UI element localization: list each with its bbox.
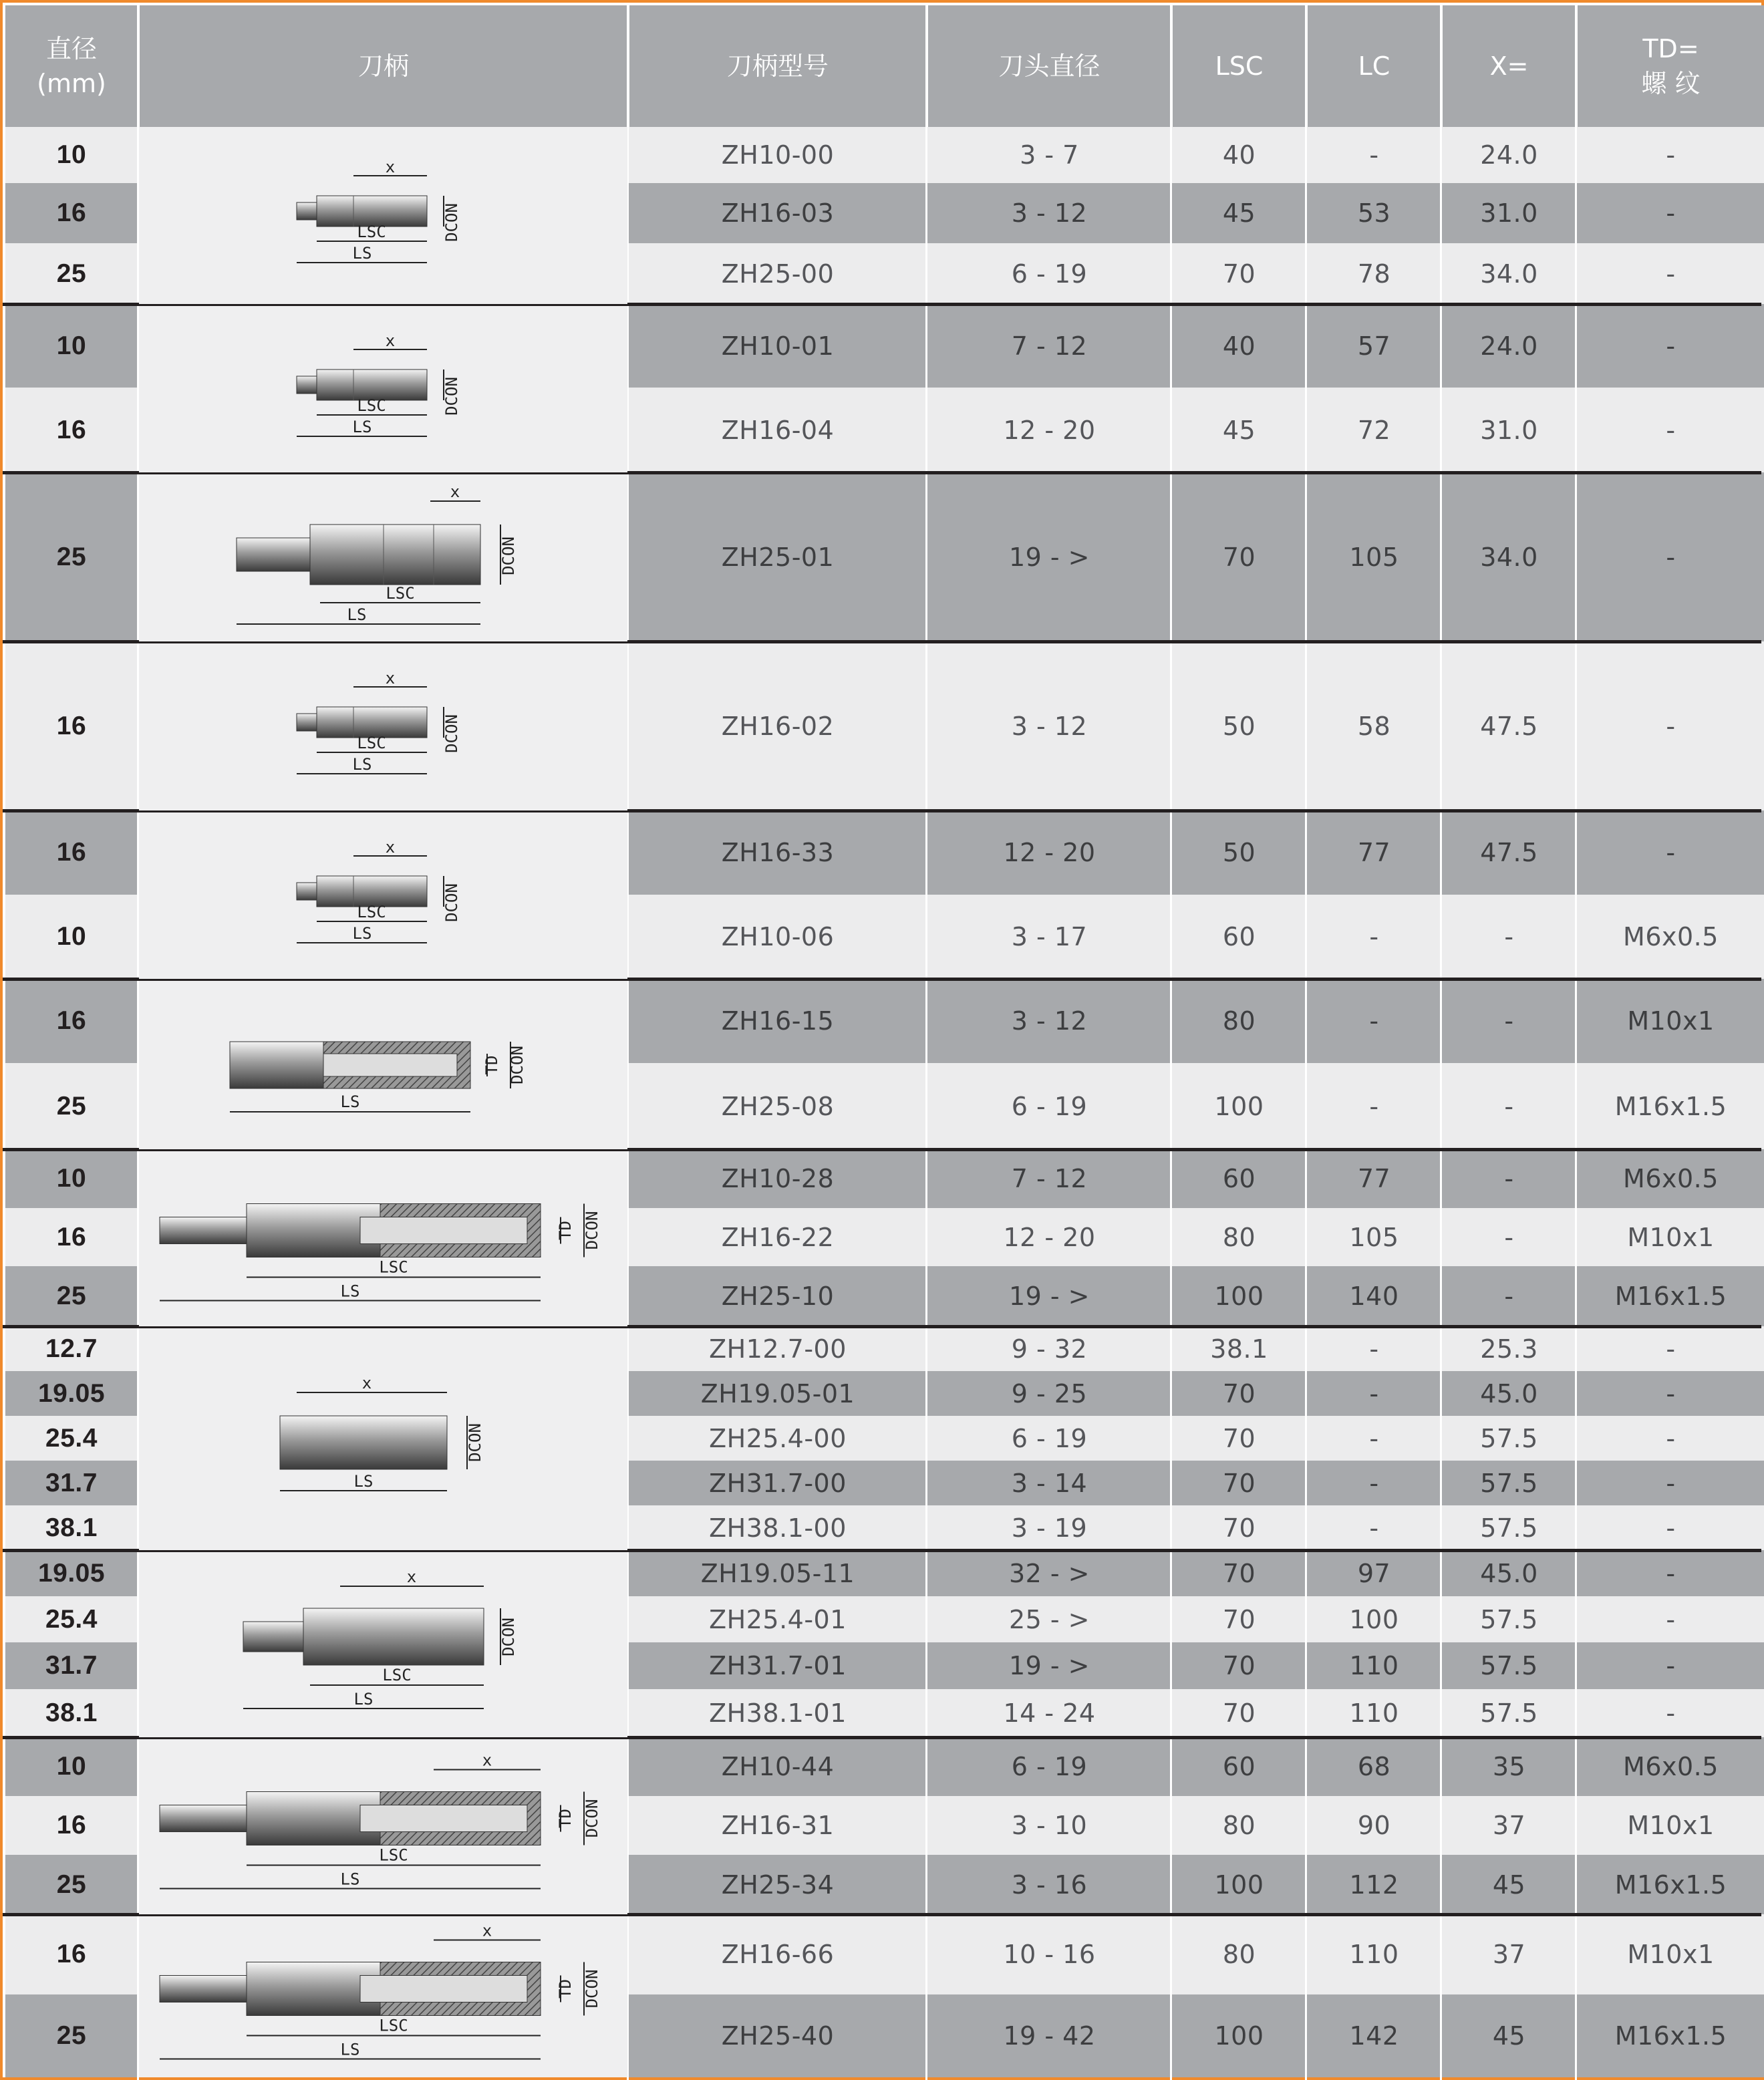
model-cell: ZH10-01 bbox=[721, 331, 835, 361]
model-cell: ZH25-08 bbox=[721, 1091, 835, 1121]
head-diameter-cell: 12 - 20 bbox=[1003, 1222, 1096, 1252]
column-divider bbox=[1305, 5, 1307, 2080]
shank-drawing bbox=[139, 474, 627, 641]
lsc-cell: 80 bbox=[1222, 1222, 1256, 1252]
diameter-cell: 25 bbox=[56, 1870, 87, 1899]
x-cell: - bbox=[1504, 1006, 1514, 1036]
td-cell: M16x1.5 bbox=[1614, 1091, 1727, 1121]
lc-cell: 90 bbox=[1357, 1811, 1391, 1840]
svg-text:DCON: DCON bbox=[442, 883, 461, 922]
td-cell: M6x0.5 bbox=[1623, 922, 1719, 951]
lc-cell: 105 bbox=[1349, 1222, 1399, 1252]
lsc-cell: 45 bbox=[1222, 198, 1256, 228]
diameter-cell: 25 bbox=[56, 542, 87, 571]
lsc-cell: 70 bbox=[1222, 1513, 1256, 1543]
diameter-cell: 16 bbox=[56, 198, 87, 227]
lc-cell: - bbox=[1369, 1468, 1379, 1498]
shank-drawing bbox=[139, 812, 627, 979]
shank-drawing bbox=[139, 1151, 627, 1326]
head-diameter-cell: 9 - 32 bbox=[1011, 1334, 1088, 1364]
x-cell: 24.0 bbox=[1480, 331, 1538, 361]
diameter-cell: 31.7 bbox=[45, 1651, 98, 1680]
svg-text:LSC: LSC bbox=[378, 1257, 408, 1277]
model-cell: ZH25-00 bbox=[721, 259, 835, 289]
diameter-cell: 12.7 bbox=[45, 1334, 98, 1363]
x-cell: - bbox=[1504, 1091, 1514, 1121]
lc-cell: - bbox=[1369, 1513, 1379, 1543]
diameter-cell: 16 bbox=[56, 415, 87, 444]
diameter-cell: 10 bbox=[56, 331, 87, 360]
lsc-cell: 45 bbox=[1222, 415, 1256, 445]
lsc-cell: 60 bbox=[1222, 922, 1256, 951]
td-cell: - bbox=[1666, 711, 1676, 741]
x-cell: 24.0 bbox=[1480, 140, 1538, 170]
lsc-cell: 50 bbox=[1222, 838, 1256, 867]
model-cell: ZH19.05-01 bbox=[700, 1378, 855, 1408]
header-diameter: 直径 (mm) bbox=[5, 5, 138, 127]
lc-cell: 57 bbox=[1357, 331, 1391, 361]
model-cell: ZH10-06 bbox=[721, 922, 835, 951]
model-cell: ZH10-00 bbox=[721, 140, 835, 170]
model-cell: ZH10-28 bbox=[721, 1164, 835, 1193]
head-diameter-cell: 7 - 12 bbox=[1011, 331, 1088, 361]
td-cell: M6x0.5 bbox=[1623, 1164, 1719, 1193]
td-cell: - bbox=[1666, 1698, 1676, 1728]
diameter-cell: 16 bbox=[56, 838, 87, 867]
model-cell: ZH16-02 bbox=[721, 711, 835, 741]
x-cell: 57.5 bbox=[1480, 1468, 1538, 1498]
svg-text:LS: LS bbox=[352, 755, 372, 774]
svg-text:LSC: LSC bbox=[385, 584, 415, 603]
svg-text:LS: LS bbox=[352, 923, 372, 943]
model-cell: ZH16-15 bbox=[721, 1006, 835, 1036]
diameter-cell: 19.05 bbox=[37, 1378, 106, 1408]
lc-cell: 77 bbox=[1357, 838, 1391, 867]
svg-text:DCON: DCON bbox=[465, 1423, 484, 1462]
diameter-cell: 10 bbox=[56, 1164, 87, 1193]
diameter-cell: 16 bbox=[56, 1222, 87, 1251]
head-diameter-cell: 3 - 12 bbox=[1011, 711, 1088, 741]
lc-cell: 142 bbox=[1349, 2021, 1399, 2051]
svg-text:x: x bbox=[385, 331, 395, 350]
td-cell: - bbox=[1666, 1334, 1676, 1364]
model-cell: ZH31.7-01 bbox=[709, 1651, 847, 1680]
header-lsc: LSC bbox=[1173, 5, 1306, 127]
td-cell: - bbox=[1666, 542, 1676, 572]
td-cell: - bbox=[1666, 1513, 1676, 1543]
svg-text:LS: LS bbox=[340, 2040, 359, 2059]
svg-text:LSC: LSC bbox=[356, 734, 386, 752]
x-cell: - bbox=[1504, 922, 1514, 951]
model-cell: ZH12.7-00 bbox=[709, 1334, 847, 1364]
model-cell: ZH16-04 bbox=[721, 415, 835, 445]
lsc-cell: 60 bbox=[1222, 1752, 1256, 1781]
diameter-cell: 38.1 bbox=[45, 1513, 98, 1542]
svg-text:DCON: DCON bbox=[442, 376, 461, 416]
svg-text:x: x bbox=[482, 1751, 492, 1770]
svg-text:DCON: DCON bbox=[582, 1799, 601, 1838]
head-diameter-cell: 6 - 19 bbox=[1011, 1091, 1088, 1121]
diameter-cell: 38.1 bbox=[45, 1698, 98, 1727]
lc-cell: 110 bbox=[1349, 1940, 1399, 1969]
diameter-cell: 10 bbox=[56, 140, 87, 169]
svg-text:x: x bbox=[482, 1921, 492, 1940]
svg-text:DCON: DCON bbox=[442, 714, 461, 753]
td-cell: - bbox=[1666, 1604, 1676, 1634]
svg-text:x: x bbox=[385, 669, 395, 688]
diameter-cell: 25 bbox=[56, 2021, 87, 2050]
lc-cell: 110 bbox=[1349, 1651, 1399, 1680]
model-cell: ZH25-40 bbox=[721, 2021, 835, 2051]
svg-text:LSC: LSC bbox=[356, 902, 386, 921]
svg-text:DCON: DCON bbox=[507, 1046, 527, 1084]
svg-text:DCON: DCON bbox=[498, 1617, 518, 1656]
td-cell: - bbox=[1666, 140, 1676, 170]
svg-text:x: x bbox=[385, 157, 395, 176]
shank-drawing bbox=[139, 1739, 627, 1914]
diameter-cell: 25 bbox=[56, 1282, 87, 1310]
model-cell: ZH38.1-01 bbox=[709, 1698, 847, 1728]
model-cell: ZH31.7-00 bbox=[709, 1468, 847, 1498]
td-cell: - bbox=[1666, 838, 1676, 867]
lsc-cell: 70 bbox=[1222, 259, 1256, 289]
x-cell: - bbox=[1504, 1222, 1514, 1252]
lsc-cell: 38.1 bbox=[1210, 1334, 1268, 1364]
lc-cell: 105 bbox=[1349, 542, 1399, 572]
head-diameter-cell: 6 - 19 bbox=[1011, 259, 1088, 289]
svg-text:LS: LS bbox=[340, 1870, 359, 1889]
lc-cell: - bbox=[1369, 1006, 1379, 1036]
svg-text:LSC: LSC bbox=[382, 1665, 412, 1684]
lsc-cell: 80 bbox=[1222, 1811, 1256, 1840]
head-diameter-cell: 19 - > bbox=[1008, 1282, 1090, 1311]
head-diameter-cell: 9 - 25 bbox=[1011, 1378, 1088, 1408]
head-diameter-cell: 3 - 12 bbox=[1011, 1006, 1088, 1036]
head-diameter-cell: 10 - 16 bbox=[1003, 1940, 1096, 1969]
x-cell: 47.5 bbox=[1480, 838, 1538, 867]
diameter-cell: 10 bbox=[56, 922, 87, 951]
td-cell: - bbox=[1666, 259, 1676, 289]
diameter-cell: 25 bbox=[56, 259, 87, 288]
svg-text:TD: TD bbox=[555, 1221, 575, 1240]
lc-cell: 68 bbox=[1357, 1752, 1391, 1781]
td-cell: M10x1 bbox=[1627, 1940, 1715, 1969]
x-cell: - bbox=[1504, 1164, 1514, 1193]
head-diameter-cell: 19 - > bbox=[1008, 1651, 1090, 1680]
lsc-cell: 40 bbox=[1222, 331, 1256, 361]
x-cell: 37 bbox=[1492, 1811, 1526, 1840]
td-cell: - bbox=[1666, 1651, 1676, 1680]
lc-cell: 97 bbox=[1357, 1558, 1391, 1588]
diameter-cell: 10 bbox=[56, 1752, 87, 1781]
head-diameter-cell: 3 - 10 bbox=[1011, 1811, 1088, 1840]
lsc-cell: 70 bbox=[1222, 1604, 1256, 1634]
model-cell: ZH16-31 bbox=[721, 1811, 835, 1840]
td-cell: M10x1 bbox=[1627, 1222, 1715, 1252]
td-cell: M10x1 bbox=[1627, 1811, 1715, 1840]
column-divider bbox=[1170, 5, 1172, 2080]
model-cell: ZH25.4-01 bbox=[709, 1604, 847, 1634]
model-cell: ZH25.4-00 bbox=[709, 1423, 847, 1453]
lsc-cell: 100 bbox=[1214, 1091, 1264, 1121]
lsc-cell: 80 bbox=[1222, 1940, 1256, 1969]
td-cell: M16x1.5 bbox=[1614, 1870, 1727, 1900]
svg-text:LS: LS bbox=[340, 1092, 359, 1111]
lsc-cell: 100 bbox=[1214, 2021, 1264, 2051]
lc-cell: - bbox=[1369, 1423, 1379, 1453]
lc-cell: 110 bbox=[1349, 1698, 1399, 1728]
td-cell: M6x0.5 bbox=[1623, 1752, 1719, 1781]
svg-text:LS: LS bbox=[352, 417, 372, 436]
svg-text:LSC: LSC bbox=[378, 2016, 408, 2035]
column-divider bbox=[925, 5, 927, 2080]
svg-text:x: x bbox=[406, 1571, 416, 1586]
td-cell: M10x1 bbox=[1627, 1006, 1715, 1036]
td-cell: - bbox=[1666, 1468, 1676, 1498]
header-shank: 刀柄 bbox=[140, 5, 627, 127]
x-cell: 34.0 bbox=[1480, 542, 1538, 572]
svg-text:LSC: LSC bbox=[356, 222, 386, 241]
shank-drawing bbox=[139, 1916, 627, 2077]
lsc-cell: 50 bbox=[1222, 711, 1256, 741]
lsc-cell: 70 bbox=[1222, 1698, 1256, 1728]
svg-text:TD: TD bbox=[555, 1978, 575, 1998]
lc-cell: - bbox=[1369, 1334, 1379, 1364]
svg-text:LSC: LSC bbox=[356, 396, 386, 415]
x-cell: 57.5 bbox=[1480, 1651, 1538, 1680]
svg-text:x: x bbox=[450, 482, 460, 501]
head-diameter-cell: 3 - 14 bbox=[1011, 1468, 1088, 1498]
x-cell: 45.0 bbox=[1480, 1558, 1538, 1588]
head-diameter-cell: 12 - 20 bbox=[1003, 838, 1096, 867]
header-lc: LC bbox=[1308, 5, 1441, 127]
header-model: 刀柄型号 bbox=[629, 5, 926, 127]
diameter-cell: 31.7 bbox=[45, 1468, 98, 1497]
diameter-cell: 16 bbox=[56, 1811, 87, 1839]
svg-text:x: x bbox=[385, 837, 395, 857]
diameter-cell: 19.05 bbox=[37, 1558, 106, 1588]
lc-cell: - bbox=[1369, 1091, 1379, 1121]
lc-cell: 100 bbox=[1349, 1604, 1399, 1634]
model-cell: ZH16-33 bbox=[721, 838, 835, 867]
lsc-cell: 70 bbox=[1222, 1378, 1256, 1408]
x-cell: 57.5 bbox=[1480, 1513, 1538, 1543]
head-diameter-cell: 25 - > bbox=[1008, 1604, 1090, 1634]
shank-drawing bbox=[139, 643, 627, 810]
head-diameter-cell: 3 - 17 bbox=[1011, 922, 1088, 951]
td-cell: M16x1.5 bbox=[1614, 2021, 1727, 2051]
svg-text:LS: LS bbox=[347, 605, 366, 624]
x-cell: 45.0 bbox=[1480, 1378, 1538, 1408]
svg-text:DCON: DCON bbox=[442, 202, 461, 242]
td-cell: - bbox=[1666, 1423, 1676, 1453]
model-cell: ZH38.1-00 bbox=[709, 1513, 847, 1543]
svg-text:LS: LS bbox=[340, 1282, 359, 1301]
x-cell: 47.5 bbox=[1480, 711, 1538, 741]
x-cell: 35 bbox=[1492, 1752, 1526, 1781]
shank-drawing bbox=[139, 1328, 627, 1550]
shank-drawing bbox=[139, 981, 627, 1149]
model-cell: ZH25-10 bbox=[721, 1282, 835, 1311]
lsc-cell: 100 bbox=[1214, 1870, 1264, 1900]
lsc-cell: 100 bbox=[1214, 1282, 1264, 1311]
model-cell: ZH16-22 bbox=[721, 1222, 835, 1252]
lsc-cell: 80 bbox=[1222, 1006, 1256, 1036]
diameter-cell: 25.4 bbox=[45, 1604, 98, 1634]
head-diameter-cell: 6 - 19 bbox=[1011, 1423, 1088, 1453]
svg-text:LS: LS bbox=[352, 243, 372, 263]
x-cell: 34.0 bbox=[1480, 259, 1538, 289]
head-diameter-cell: 14 - 24 bbox=[1003, 1698, 1096, 1728]
diameter-cell: 25.4 bbox=[45, 1423, 98, 1453]
td-cell: - bbox=[1666, 415, 1676, 445]
svg-text:LSC: LSC bbox=[378, 1845, 408, 1865]
head-diameter-cell: 12 - 20 bbox=[1003, 415, 1096, 445]
shank-drawing bbox=[139, 127, 627, 304]
head-diameter-cell: 3 - 7 bbox=[1020, 140, 1079, 170]
head-diameter-cell: 3 - 12 bbox=[1011, 198, 1088, 228]
model-cell: ZH16-03 bbox=[721, 198, 835, 228]
td-cell: - bbox=[1666, 331, 1676, 361]
x-cell: 57.5 bbox=[1480, 1698, 1538, 1728]
head-diameter-cell: 19 - > bbox=[1008, 542, 1090, 572]
td-cell: - bbox=[1666, 1378, 1676, 1408]
x-cell: 31.0 bbox=[1480, 415, 1538, 445]
diameter-cell: 16 bbox=[56, 711, 87, 740]
x-cell: 57.5 bbox=[1480, 1604, 1538, 1634]
x-cell: 45 bbox=[1492, 2021, 1526, 2051]
lc-cell: - bbox=[1369, 140, 1379, 170]
svg-text:x: x bbox=[361, 1376, 372, 1392]
model-cell: ZH19.05-11 bbox=[700, 1558, 855, 1588]
svg-text:DCON: DCON bbox=[582, 1211, 601, 1250]
svg-text:DCON: DCON bbox=[498, 537, 518, 575]
column-divider bbox=[1440, 5, 1442, 2080]
diameter-cell: 16 bbox=[56, 1006, 87, 1035]
head-diameter-cell: 32 - > bbox=[1008, 1558, 1090, 1588]
model-cell: ZH25-34 bbox=[721, 1870, 835, 1900]
lsc-cell: 70 bbox=[1222, 1558, 1256, 1588]
column-divider bbox=[1575, 5, 1577, 2080]
head-diameter-cell: 3 - 16 bbox=[1011, 1870, 1088, 1900]
header-x: X= bbox=[1443, 5, 1576, 127]
lsc-cell: 70 bbox=[1222, 1468, 1256, 1498]
lc-cell: - bbox=[1369, 922, 1379, 951]
diameter-cell: 16 bbox=[56, 1940, 87, 1968]
svg-text:LS: LS bbox=[353, 1689, 373, 1708]
x-cell: 31.0 bbox=[1480, 198, 1538, 228]
head-diameter-cell: 7 - 12 bbox=[1011, 1164, 1088, 1193]
head-diameter-cell: 19 - 42 bbox=[1003, 2021, 1096, 2051]
lc-cell: 53 bbox=[1357, 198, 1391, 228]
head-diameter-cell: 6 - 19 bbox=[1011, 1752, 1088, 1781]
lc-cell: - bbox=[1369, 1378, 1379, 1408]
svg-text:DCON: DCON bbox=[582, 1969, 601, 2008]
svg-text:LS: LS bbox=[353, 1472, 373, 1491]
model-cell: ZH16-66 bbox=[721, 1940, 835, 1969]
x-cell: 25.3 bbox=[1480, 1334, 1538, 1364]
shank-drawing bbox=[139, 306, 627, 472]
lc-cell: 77 bbox=[1357, 1164, 1391, 1193]
lc-cell: 78 bbox=[1357, 259, 1391, 289]
model-cell: ZH10-44 bbox=[721, 1752, 835, 1781]
lsc-cell: 70 bbox=[1222, 1423, 1256, 1453]
model-cell: ZH25-01 bbox=[721, 542, 835, 572]
lsc-cell: 70 bbox=[1222, 542, 1256, 572]
header-head-diameter: 刀头直径 bbox=[928, 5, 1171, 127]
head-diameter-cell: 3 - 19 bbox=[1011, 1513, 1088, 1543]
td-cell: - bbox=[1666, 1558, 1676, 1588]
shank-drawing bbox=[139, 1552, 627, 1737]
svg-text:TD: TD bbox=[555, 1809, 575, 1828]
lc-cell: 112 bbox=[1349, 1870, 1399, 1900]
lsc-cell: 70 bbox=[1222, 1651, 1256, 1680]
x-cell: - bbox=[1504, 1282, 1514, 1311]
x-cell: 57.5 bbox=[1480, 1423, 1538, 1453]
lc-cell: 58 bbox=[1357, 711, 1391, 741]
td-cell: - bbox=[1666, 198, 1676, 228]
lsc-cell: 60 bbox=[1222, 1164, 1256, 1193]
lsc-cell: 40 bbox=[1222, 140, 1256, 170]
diameter-cell: 25 bbox=[56, 1091, 87, 1121]
x-cell: 37 bbox=[1492, 1940, 1526, 1969]
svg-text:TD: TD bbox=[482, 1055, 501, 1075]
header-td: TD= 螺 纹 bbox=[1578, 5, 1764, 127]
lc-cell: 72 bbox=[1357, 415, 1391, 445]
lc-cell: 140 bbox=[1349, 1282, 1399, 1311]
x-cell: 45 bbox=[1492, 1870, 1526, 1900]
td-cell: M16x1.5 bbox=[1614, 1282, 1727, 1311]
